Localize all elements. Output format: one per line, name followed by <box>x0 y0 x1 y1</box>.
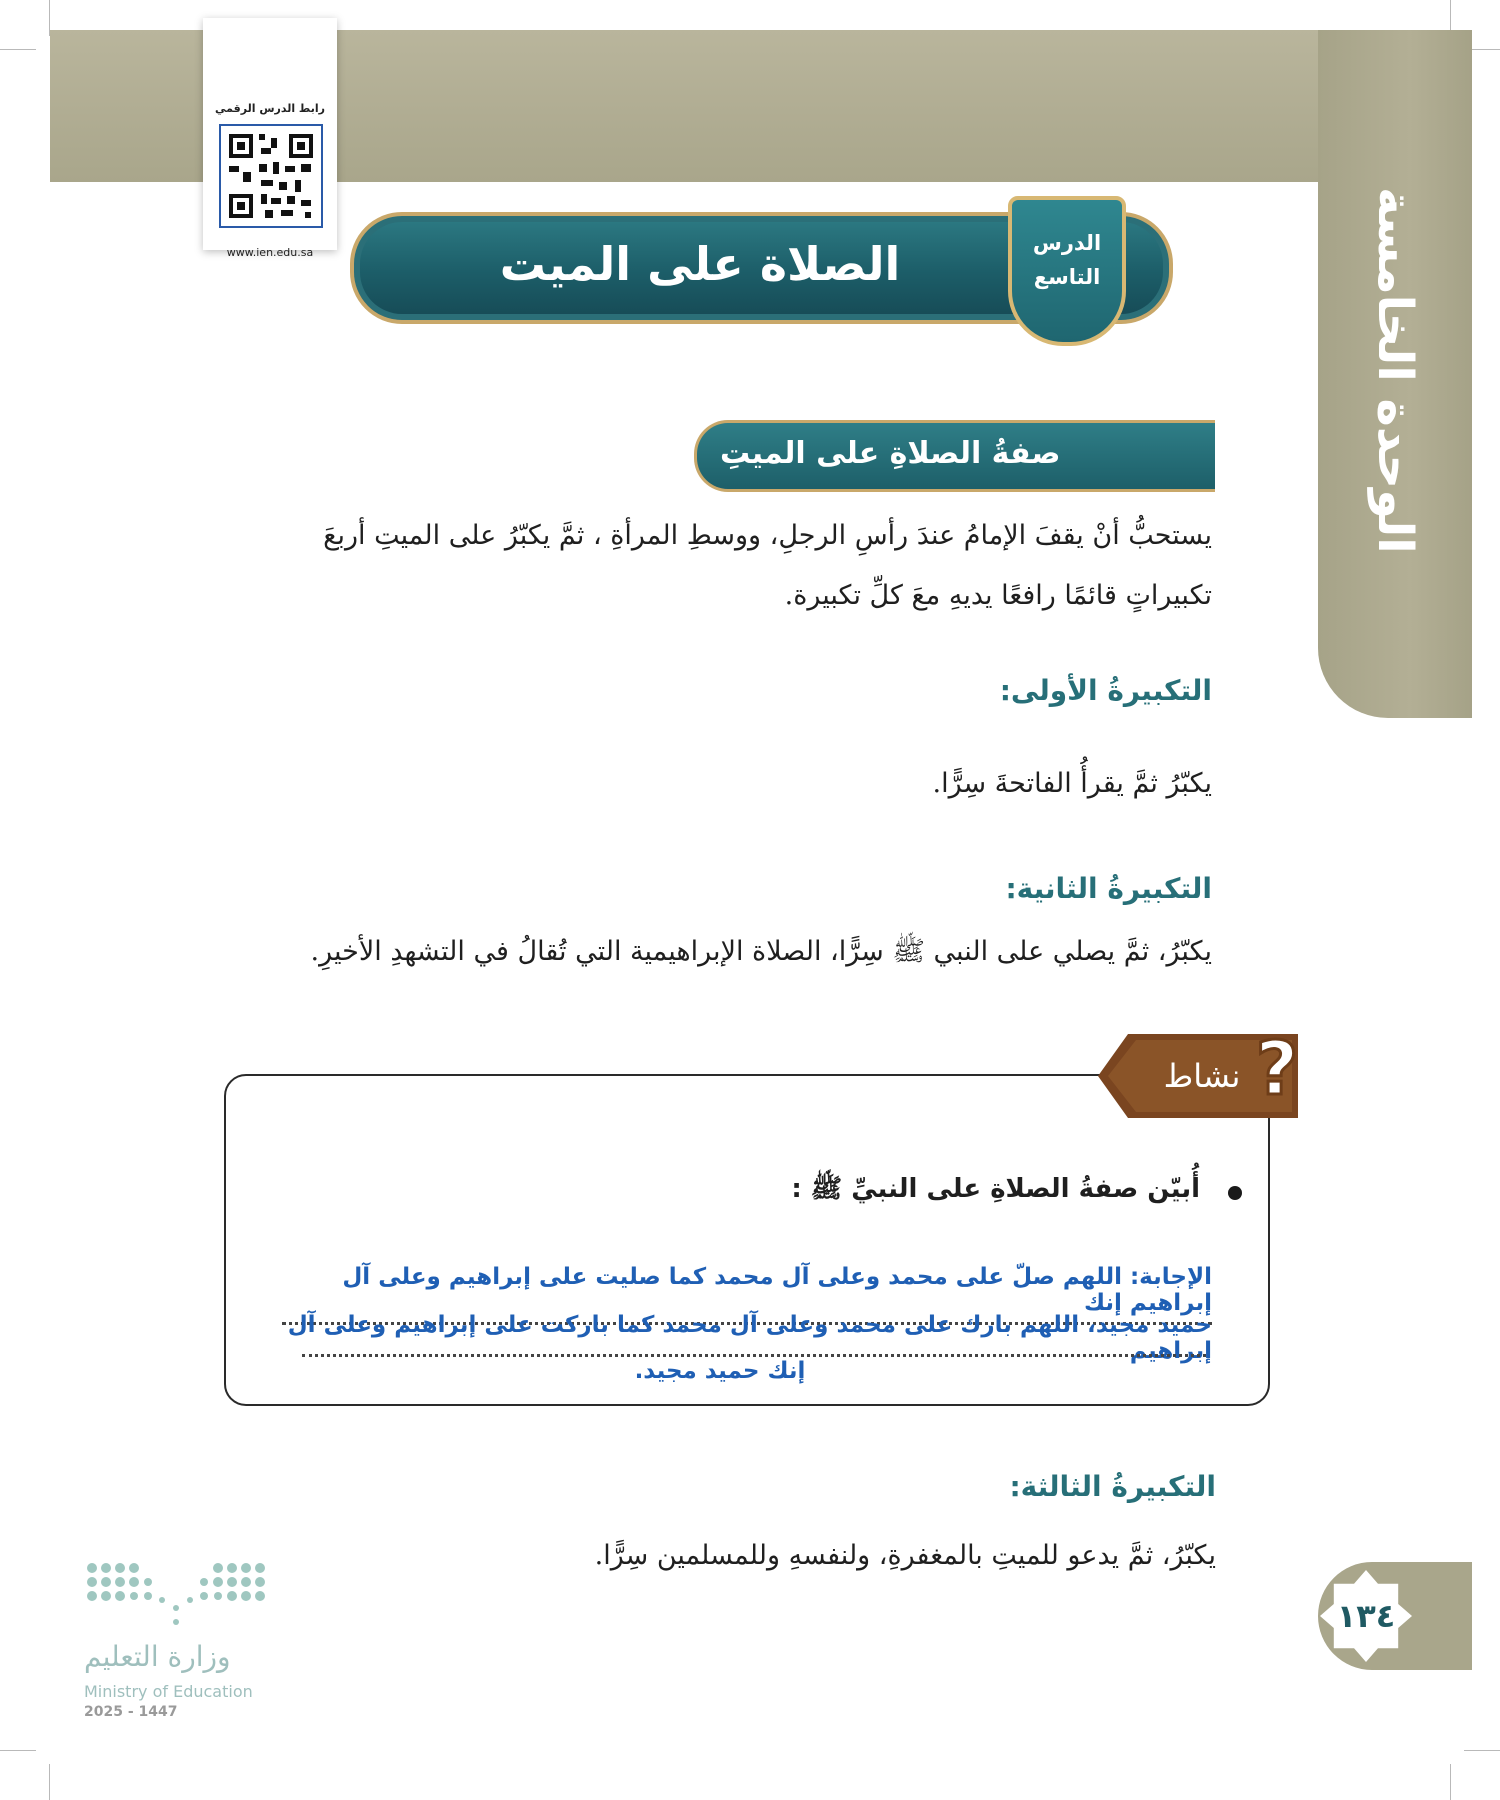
answer-line-3: إنك حميد مجيد. <box>634 1358 806 1384</box>
intro-line-1: يستحبُّ أنْ يقفَ الإمامُ عندَ رأسِ الرجلِ، ووسطِ المرأةِ ، ثمَّ يكبّرُ على الميتِ أربعَ <box>323 520 1212 551</box>
unit-title-text: الوحدة الخامسة <box>1367 186 1423 554</box>
crop-mark <box>0 49 36 50</box>
takbir-2-text: يكبّرُ، ثمَّ يصلي على النبي ﷺ سِرًّا، الصلاة الإبراهيمية التي تُقالُ في التشهدِ الأخيرِ. <box>310 936 1212 967</box>
answer-line-1: الإجابة: اللهم صلّ على محمد وعلى آل محمد كما صليت على إبراهيم وعلى آل إبراهيم إنك <box>282 1264 1212 1325</box>
intro-line-2: تكبيراتٍ قائمًا رافعًا يديهِ معَ كلِّ تكبيرة. <box>784 580 1212 611</box>
crop-mark <box>0 1750 36 1751</box>
lesson-title: الصلاة على الميت <box>499 237 901 291</box>
answer-dotted-line <box>302 1354 1206 1357</box>
answer-line-2: حميد مجيد، اللهم بارك على محمد وعلى آل محمد كما باركت على إبراهيم وعلى آل إبراهيم <box>287 1312 1212 1364</box>
ministry-logo-icon <box>84 1560 268 1632</box>
qr-url[interactable]: www.ien.edu.sa <box>226 246 314 259</box>
qr-code-icon[interactable] <box>219 124 323 228</box>
page-number: ١٣٤ <box>1336 1597 1396 1635</box>
takbir-1-heading: التكبيرةُ الأولى: <box>999 674 1212 707</box>
ministry-name-ar: وزارة التعليم <box>84 1640 231 1673</box>
edition-year: 2025 - 1447 <box>84 1704 178 1720</box>
unit-title <box>1318 90 1472 650</box>
lesson-badge-line1: الدرس <box>1032 231 1102 255</box>
takbir-3-text: يكبّرُ، ثمَّ يدعو للميتِ بالمغفرةِ، ولنفسهِ وللمسلمين سِرًّا. <box>594 1540 1216 1571</box>
crop-mark <box>1450 1764 1451 1800</box>
section-title: صفةُ الصلاةِ على الميتِ <box>720 435 1061 471</box>
qr-label: رابط الدرس الرقمي <box>215 102 325 115</box>
lesson-badge-line2: التاسع <box>1033 265 1101 289</box>
activity-question: أُبيّن صفةُ الصلاةِ على النبيِّ ﷺ : <box>791 1174 1200 1204</box>
ministry-name-en: Ministry of Education <box>84 1682 253 1701</box>
crop-mark <box>49 1764 50 1800</box>
lesson-badge-text <box>1008 210 1126 310</box>
takbir-1-text: يكبّرُ ثمَّ يقرأُ الفاتحةَ سِرًّا. <box>932 768 1212 799</box>
question-mark-icon: ? <box>1255 1026 1299 1112</box>
activity-label: نشاط <box>1163 1057 1241 1095</box>
bullet-dot <box>1228 1186 1242 1200</box>
qr-card[interactable] <box>203 18 337 259</box>
takbir-2-heading: التكبيرةُ الثانية: <box>1005 872 1212 905</box>
takbir-3-heading: التكبيرةُ الثالثة: <box>1009 1470 1216 1503</box>
crop-mark <box>1464 1750 1500 1751</box>
